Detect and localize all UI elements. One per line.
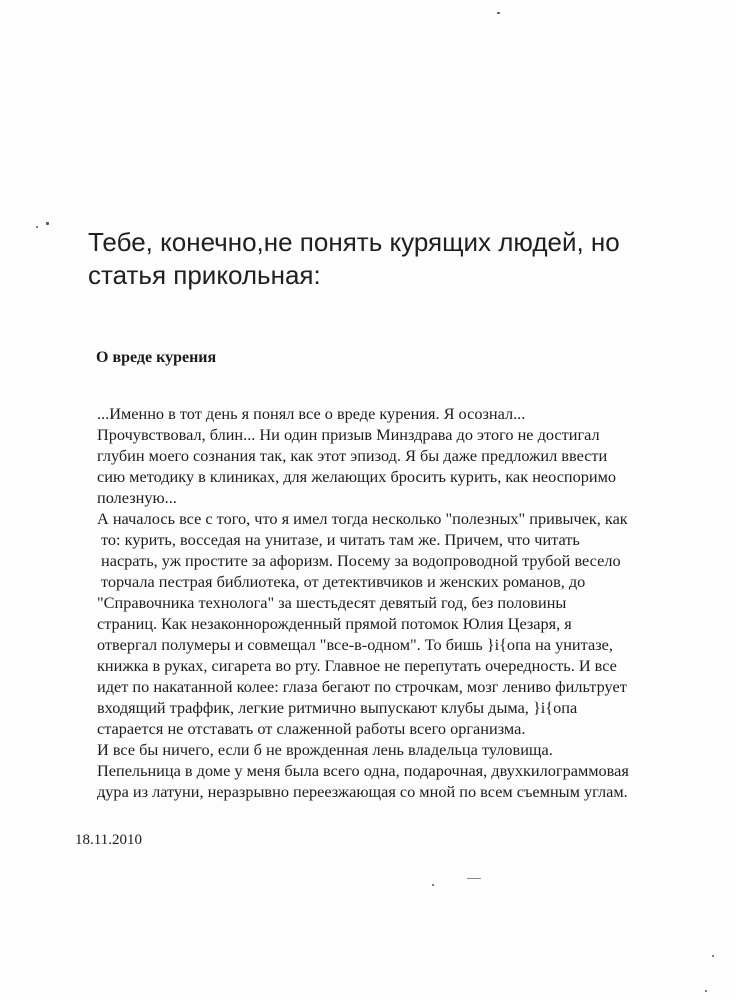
- body-line: "Справочника технолога" за шестьдесят девятый год, без половины: [97, 593, 567, 612]
- page-heading: [88, 226, 708, 292]
- body-line: дура из латуни, неразрывно переезжающая со мной по всем съемным углам.: [97, 782, 628, 801]
- heading-line: статья прикольная:: [88, 260, 321, 290]
- scan-speck: [705, 990, 707, 992]
- body-line: страниц. Как незаконнорожденный прямой потомок Юлия Цезаря, я: [97, 614, 572, 633]
- body-line: старается не отставать от слаженной работы всего организма.: [97, 719, 526, 738]
- document-date: 18.11.2010: [75, 832, 142, 848]
- scan-speck: [497, 12, 500, 14]
- heading-line: Тебе, конечно,не понять курящих людей, но: [88, 227, 620, 257]
- body-line: насрать, уж простите за афоризм. Посему за водопроводной трубой весело: [101, 551, 621, 570]
- body-line: торчала пестрая библиотека, от детективчиков и женских романов, до: [101, 572, 586, 591]
- body-line: глубин моего сознания так, как этот эпизод. Я бы даже предложил ввести: [97, 446, 608, 465]
- body-line: книжка в руках, сигарета во рту. Главное не перепутать очередность. И все: [97, 656, 617, 675]
- scan-speck: [432, 884, 434, 886]
- body-line: ...Именно в тот день я понял все о вреде курения. Я осознал...: [97, 404, 526, 423]
- body-line: А началось все с того, что я имел тогда несколько "полезных" привычек, как: [97, 509, 628, 528]
- body-line: входящий траффик, легкие ритмично выпускают клубы дыма, }i{опа: [97, 698, 578, 717]
- body-line: сию методику в клиниках, для желающих бросить курить, как неоспоримо: [97, 467, 617, 486]
- body-line: полезную...: [97, 488, 177, 507]
- body-line: Прочувствовал, блин... Ни один призыв Минздрава до этого не достигал: [97, 425, 600, 444]
- scan-speck: [36, 226, 38, 228]
- body-line: отвергал полумеры и совмещал "все-в-одном". То бишь }i{опа на унитазе,: [97, 635, 613, 654]
- scan-speck: [712, 955, 714, 957]
- body-line: Пепельница в доме у меня была всего одна, подарочная, двухкилограммовая: [97, 761, 629, 780]
- body-line: то: курить, восседая на унитазе, и читать там же. Причем, что читать: [101, 530, 580, 549]
- article-body: [97, 403, 717, 802]
- article-title: О вреде курения: [96, 349, 217, 366]
- scan-speck: [467, 878, 481, 879]
- body-line: И все бы ничего, если б не врожденная лень владельца туловища.: [97, 740, 553, 759]
- body-line: идет по накатанной колее: глаза бегают по строчкам, мозг лениво фильтрует: [97, 677, 627, 696]
- scan-speck: [46, 222, 49, 225]
